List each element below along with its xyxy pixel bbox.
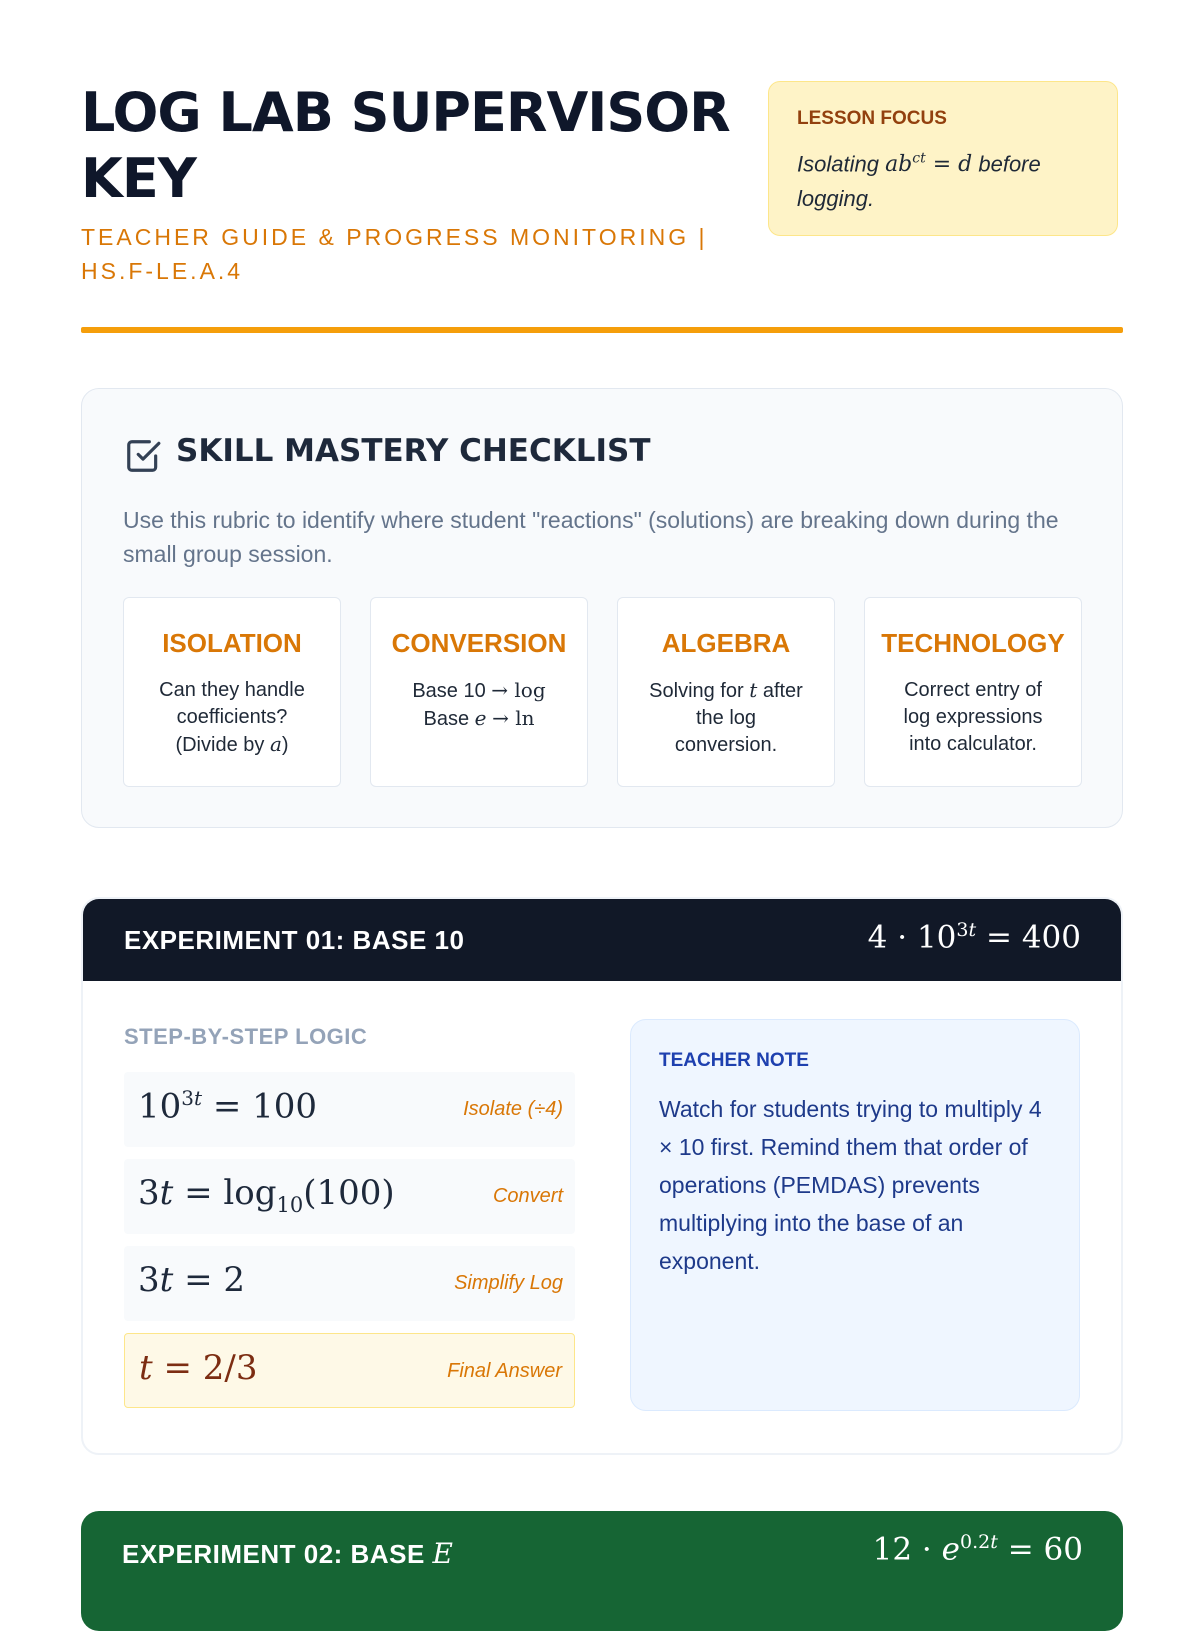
- skill-card-line: Solving for t after: [649, 678, 803, 702]
- step-row: [124, 1246, 575, 1321]
- lesson-focus-equation: $ab^{ct} = d$: [885, 151, 973, 178]
- teacher-note-label: TEACHER NOTE: [659, 1050, 809, 1071]
- header-divider: [81, 327, 1123, 333]
- skill-card-line: Base e → ln: [423, 706, 535, 730]
- teacher-note-text: Watch for students trying to multiply 4 × 10 first. Remind them that order of operations (PEMDAS) prevents multiplying into the base of an exponent.: [659, 1096, 1042, 1274]
- skill-card-line: (Divide by a): [175, 732, 289, 756]
- steps-label: STEP-BY-STEP LOGIC: [124, 1024, 368, 1049]
- skill-card-title: CONVERSION: [391, 628, 567, 658]
- skill-card-body: [389, 677, 569, 733]
- step-row: [124, 1072, 575, 1147]
- experiment-01-title: EXPERIMENT 01: BASE 10: [124, 925, 465, 955]
- skill-card-line: log expressions: [903, 706, 1043, 728]
- skill-card-line: conversion.: [674, 734, 778, 756]
- experiment-01-equation: $4 \cdot 10^{3t} = 400$: [867, 919, 1081, 956]
- lesson-focus-text-before: Isolating: [797, 151, 886, 177]
- checklist-description: Use this rubric to identify where student "reactions" (solutions) are breaking down during the small group session.: [123, 507, 1059, 567]
- experiment-01-header: [83, 899, 1121, 981]
- skill-cards: [123, 597, 1083, 787]
- skill-card-body: [636, 677, 816, 759]
- skill-card-title: ISOLATION: [162, 628, 302, 658]
- page-subtitle: TEACHER GUIDE & PROGRESS MONITORING | HS.F-LE.A.4: [81, 224, 708, 284]
- skill-card-body: [142, 677, 322, 759]
- step-note: Isolate (÷4): [463, 1098, 563, 1120]
- experiment-01-card: [81, 897, 1123, 1455]
- skill-card-line: into calculator.: [909, 733, 1037, 755]
- experiment-02-equation: $12 \cdot e^{0.2t} = 60$: [872, 1531, 1083, 1568]
- lesson-focus-label: LESSON FOCUS: [797, 108, 947, 129]
- checkbox-icon: [124, 437, 162, 475]
- checklist-title: SKILL MASTERY CHECKLIST: [176, 433, 651, 469]
- skill-mastery-checklist: [81, 388, 1123, 828]
- skill-card-title: TECHNOLOGY: [881, 628, 1065, 658]
- skill-card-line: the log: [695, 707, 757, 729]
- skill-card-line: coefficients?: [176, 706, 288, 728]
- step-equation: $3t = \log_{10}(100)$: [138, 1173, 395, 1217]
- experiment-02-card: [81, 1511, 1123, 1631]
- skill-card-line: Can they handle: [159, 679, 305, 701]
- teacher-note: [630, 1019, 1080, 1411]
- skill-card-isolation: [123, 597, 341, 787]
- step-equation: t = 2/3: [139, 1348, 258, 1388]
- lesson-focus-text: [797, 142, 1089, 216]
- skill-card-body: [883, 677, 1063, 758]
- step-note: Simplify Log: [454, 1272, 563, 1294]
- lesson-focus-box: [768, 81, 1118, 236]
- step-equation: 3t = 2: [138, 1260, 246, 1300]
- skill-card-algebra: [617, 597, 835, 787]
- lesson-focus-text-after: before logging.: [797, 151, 1041, 212]
- page-title: LOG LAB SUPERVISOR KEY: [81, 81, 730, 210]
- step-equation: $10^{3t} = 100$: [138, 1086, 318, 1127]
- step-row: [124, 1159, 575, 1234]
- skill-card-technology: [864, 597, 1082, 787]
- skill-card-line: Correct entry of: [904, 679, 1042, 701]
- step-note: Final Answer: [447, 1360, 562, 1382]
- skill-card-line: Base 10 → log: [412, 678, 546, 702]
- step-row-final: [124, 1333, 575, 1408]
- skill-card-conversion: [370, 597, 588, 787]
- skill-card-title: ALGEBRA: [661, 628, 791, 658]
- experiment-02-title: EXPERIMENT 02: BASE E: [122, 1537, 454, 1570]
- step-note: Convert: [492, 1185, 563, 1207]
